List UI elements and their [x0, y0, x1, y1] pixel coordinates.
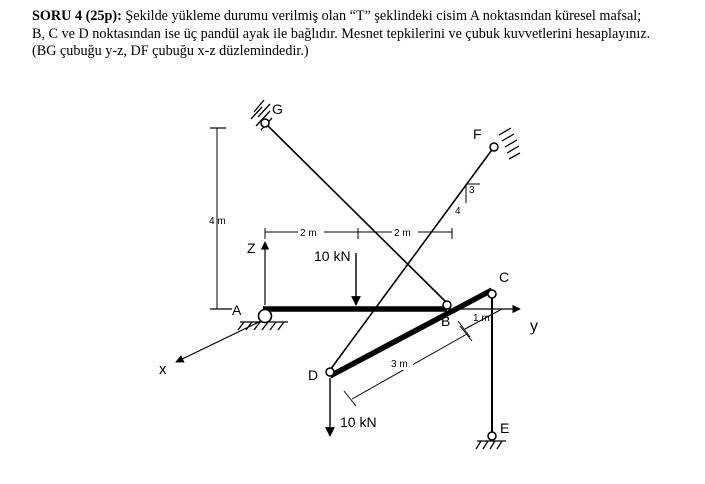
x-axis	[176, 320, 263, 362]
pin-g	[261, 119, 269, 127]
pin-d	[326, 368, 334, 376]
label-dim-4m: 4 m	[209, 216, 226, 227]
ball-joint-a	[259, 310, 272, 323]
label-load-bottom: 10 kN	[340, 414, 377, 430]
label-slope-rise: 3	[469, 185, 475, 196]
pin-c	[488, 290, 496, 298]
label-dim-1m: 1 m	[473, 313, 490, 324]
pin-e	[488, 432, 496, 440]
label-dim-3m: 3 m	[391, 359, 408, 370]
label-a: A	[232, 302, 242, 318]
problem-line-2: B, C ve D noktasından ise üç pandül ayak ile bağlıdır. Mesnet tepkilerini ve çubuk kuvvetlerini hesaplayınız.	[32, 25, 651, 42]
dim-1m-tick	[458, 321, 470, 337]
problem-text-1: Şekilde yükleme durumu verilmiş olan “T” şeklindeki cisim A noktasından küresel mafsal;	[121, 8, 642, 24]
label-dim-2m-right: 2 m	[394, 228, 411, 239]
label-y-axis: y	[530, 318, 538, 335]
label-f: F	[473, 126, 482, 142]
problem-line-3: (BG çubuğu y-z, DF çubuğu x-z düzlemindedir.)	[32, 43, 309, 59]
support-e-ground	[476, 441, 506, 449]
label-e: E	[500, 420, 510, 436]
pin-f	[490, 143, 498, 151]
problem-heading: SORU 4 (25p):	[32, 8, 122, 24]
label-g: G	[272, 101, 283, 117]
label-dim-2m-left: 2 m	[300, 228, 317, 239]
label-slope-run: 4	[455, 206, 461, 217]
label-z-axis: Z	[247, 240, 256, 256]
label-load-top: 10 kN	[314, 248, 351, 264]
support-f-ground	[499, 128, 520, 159]
dim-3m-tick-1	[344, 391, 356, 406]
label-c: C	[499, 269, 510, 285]
label-b: B	[441, 313, 451, 329]
label-d: D	[308, 367, 319, 383]
label-x-axis: x	[159, 361, 167, 378]
pin-b	[443, 301, 451, 309]
